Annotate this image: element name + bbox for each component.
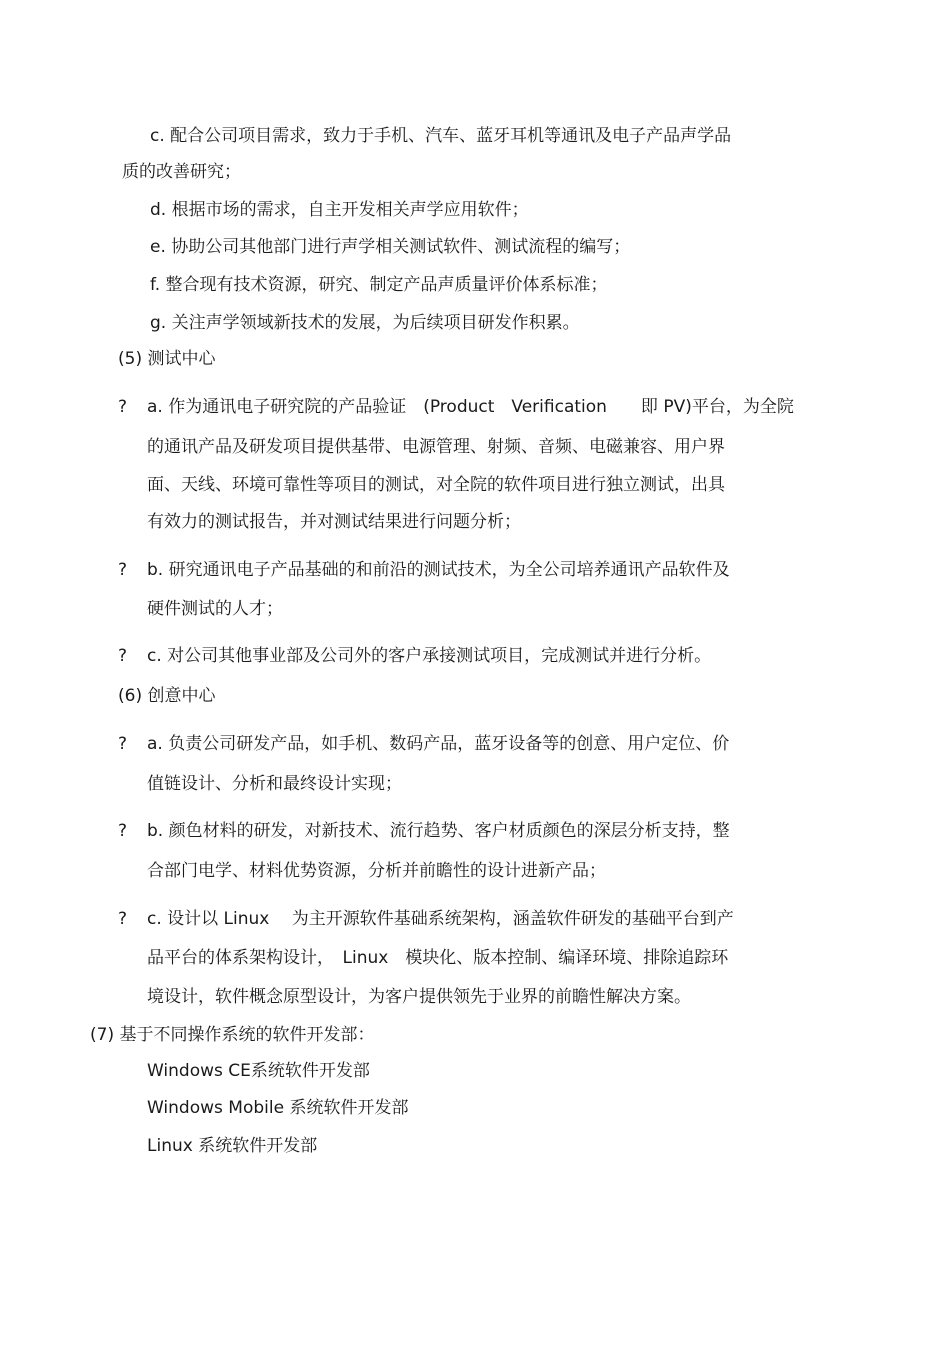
s4-item-c-line1: c. 配合公司项目需求，致力于手机、汽车、蓝牙耳机等通讯及电子产品声学品: [150, 126, 732, 146]
s6-a-bullet: ?: [118, 734, 128, 754]
s6-a-line2: 值链设计、分析和最终设计实现；: [147, 774, 402, 794]
s6-c-line1: c. 设计以 Linux 为主开源软件基础系统架构，涵盖软件研发的基础平台到产: [147, 909, 734, 929]
s4-item-f: f. 整合现有技术资源，研究、制定产品声质量评价体系标准；: [150, 275, 608, 295]
s6-c-line2: 品平台的体系架构设计， Linux 模块化、版本控制、编译环境、排除追踪环: [147, 948, 729, 968]
s7-heading: (7) 基于不同操作系统的软件开发部：: [90, 1025, 375, 1045]
s5-b-line1: b. 研究通讯电子产品基础的和前沿的测试技术，为全公司培养通讯产品软件及: [147, 560, 730, 580]
s6-heading: (6) 创意中心: [118, 686, 216, 706]
s7-item-windows-ce: Windows CE系统软件开发部: [147, 1061, 370, 1081]
s6-c-line3: 境设计，软件概念原型设计，为客户提供领先于业界的前瞻性解决方案。: [147, 987, 691, 1007]
s5-a-line2: 的通讯产品及研发项目提供基带、电源管理、射频、音频、电磁兼容、用户界: [147, 437, 725, 457]
s6-a-line1: a. 负责公司研发产品，如手机、数码产品，蓝牙设备等的创意、用户定位、价: [147, 734, 730, 754]
s7-item-linux: Linux 系统软件开发部: [147, 1136, 318, 1156]
s5-c-bullet: ?: [118, 646, 128, 666]
s4-item-c-line2: 质的改善研究；: [122, 162, 241, 182]
s5-c-line1: c. 对公司其他事业部及公司外的客户承接测试项目，完成测试并进行分析。: [147, 646, 712, 666]
s5-a-line1: a. 作为通讯电子研究院的产品验证 (Product Verification 即 PV)平台，为全院: [147, 397, 794, 417]
s5-a-line4: 有效力的测试报告，并对测试结果进行问题分析；: [147, 512, 521, 532]
s5-a-bullet: ?: [118, 397, 128, 417]
s6-b-line1: b. 颜色材料的研发，对新技术、流行趋势、客户材质颜色的深层分析支持，整: [147, 821, 730, 841]
s4-item-g: g. 关注声学领域新技术的发展，为后续项目研发作积累。: [150, 313, 580, 333]
s5-heading: (5) 测试中心: [118, 349, 216, 369]
s5-b-bullet: ?: [118, 560, 128, 580]
s7-item-windows-mobile: Windows Mobile 系统软件开发部: [147, 1098, 409, 1118]
s6-b-bullet: ?: [118, 821, 128, 841]
s6-c-bullet: ?: [118, 909, 128, 929]
s4-item-d: d. 根据市场的需求，自主开发相关声学应用软件；: [150, 200, 529, 220]
s5-a-line3: 面、天线、环境可靠性等项目的测试，对全院的软件项目进行独立测试，出具: [147, 475, 725, 495]
s5-b-line2: 硬件测试的人才；: [147, 599, 283, 619]
s6-b-line2: 合部门电学、材料优势资源，分析并前瞻性的设计进新产品；: [147, 861, 606, 881]
s4-item-e: e. 协助公司其他部门进行声学相关测试软件、测试流程的编写；: [150, 237, 631, 257]
